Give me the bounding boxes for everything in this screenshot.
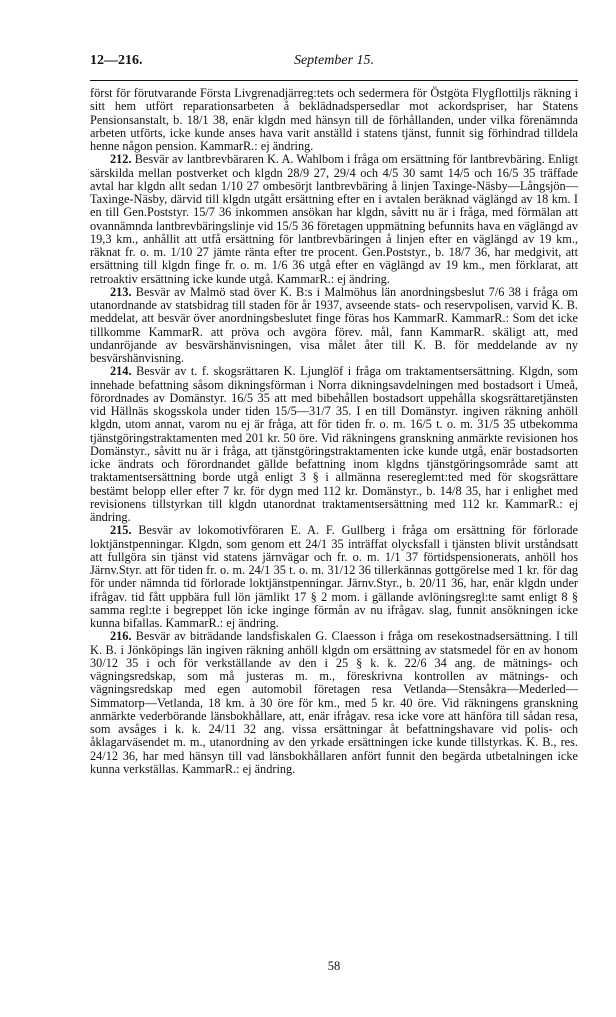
running-date: September 15. xyxy=(293,53,375,68)
entry-213 xyxy=(90,286,578,366)
entry-text: Besvär av Malmö stad över K. B:s i Malmöhus län anordningsbeslut 7/6 38 i fråga om utanordnande av statsbidrag till staden för år 1937, avseende stats- och reservpolisen, varvid K. B. meddelat, att besvär över anordningsbeslutet finge föras hos KammarR. KammarR.: Som det icke tillkomme KammarR. att pröva och avgöra förev. mål, fann KammarR. skäligt att, med undanröjande av besvärshänvisningen, visa målet åter till K. B. för meddelande av ny besvärshänvisning. xyxy=(90,284,578,365)
entry-number: 212. xyxy=(110,152,132,167)
entry-text: Besvär av t. f. skogsrättaren K. Ljunglöf i fråga om traktamentsersättning. Klgdn, som innehade befattning såsom dikningsförman i Norra dikningsavdelningen med bostadsort i Umeå, förordnades av Domänstyr. 16/5 35 att med bibehållen bostadsort uppehålla skogsrättaretjänsten vid Hällnäs skogsskola under tiden 15/5—31/7 35. I en till Domänstyr. ingiven räkning anhöll klgdn, utom annat, varom nu ej är fråga, att för tiden fr. o. m. 16/5 t. o. m. 31/5 35 utbekomma tjänstgöringstraktamenten med 201 kr. 50 öre. Vid räkningens granskning anmärkte revisionen hos Domänstyr., såvitt nu är i fråga, att tjänstgöringstraktamenten icke kunde utgå, enär bostadsorten icke ändrats och förordnandet gällde befattning inom klgdns tjänstgöringsområde samt att traktamentsersättning borde utgå enligt 3 § i allmänna resereglemt:ted med för skogsrättare bestämt belopp eller efter 7 kr. för dygn med 112 kr. Domänstyr., b. 14/8 35, har i enlighet med revisionens tillstyrkan till klgdn utanordnat traktamentsersättning med 112 kr. KammarR.: ej ändring. xyxy=(90,364,578,524)
entry-text: Besvär av biträdande landsfiskalen G. Claesson i fråga om resekostnadsersättning. I till K. B. i Jönköpings län ingiven räkning anhöll klgdn om ersättning av statsmedel för en av honom 30/12 35 i och för verkställande av den i 25 § k. k. 22/6 34 ang. de mätnings- och vägningsredskap, som må justeras m. m., föreskrivna kontrollen av mätnings- och vägningsredskap med egen automobil företagen resa Vetlanda—Stensåkra—Mederled—Simmatorp—Vetlanda, 18 km. à 30 öre för km., med 5 kr. 40 öre. Vid räkningens granskning anmärkte vederbörande länsbokhållare, att, enär ifrågav. resa icke vore att hänföra till sådan resa, som avsåges i k. k. 24/11 32 ang. vissa ersättningar åt befattningshavare vid polis- och åklagarväsendet m. m., utanordning av den yrkade ersättningen icke kunde tillstyrkas. K. B., res. 24/12 36, har med hänsyn till vad länsbokhållaren anfört funnit den begärda utbetalningen icke kunna verkställas. KammarR.: ej ändring. xyxy=(90,629,578,776)
entry-214 xyxy=(90,365,578,524)
entry-212 xyxy=(90,153,578,286)
entry-number: 213. xyxy=(110,284,132,299)
entry-number: 214. xyxy=(110,364,132,379)
entry-215 xyxy=(90,524,578,630)
entry-text: Besvär av lokomotivföraren E. A. F. Gullberg i fråga om ersättning för förlorade loktjänstpenningar. Klgdn, som genom ett 24/1 35 inträffat olycksfall i tjänsten blivit urståndsatt att fullgöra sin tjänst vid statens järnvägar och fr. o. m. 1/1 37 förtidspensionerats, anhöll hos Järnv.Styr. att för tiden fr. o. m. 24/1 35 t. o. m. 31/12 36 tillerkännas gottgörelse med 1 kr. för dag för under nämnda tid förlorade loktjänstpenningar. Järnv.Styr., b. 20/11 36, har, enär klgdn under ifrågav. tid fått uppbära full lön jämlikt 17 § 2 mom. i gällande avlöningsregl:te samt enligt 8 § samma regl:te i begreppet lön icke inginge förmån av nu ifrågav. slag, funnit ansökningen icke kunna bifallas. KammarR.: ej ändring. xyxy=(90,523,578,630)
header-rule xyxy=(90,80,578,81)
entry-number: 215. xyxy=(110,523,132,538)
page-number: 58 xyxy=(327,959,341,973)
entry-number: 216. xyxy=(110,629,132,644)
entry-text: Besvär av lantbrevbäraren K. A. Wahlbom i fråga om ersättning för lantbrevbäring. Enligt särskilda mellan postverket och klgdn 28/9 27, 29/4 och 4/5 30 samt 14/5 och 16/5 35 träffade avtal har klgdn allt sedan 1/10 27 ombesörjt lantbrevbäring å linjen Taxinge-Näsby—Långsjön—Taxinge-Näsby, därvid till klgdn utgått ersättning efter en i avtalen beräknad väglängd av 18 km. I en till Gen.Poststyr. 15/7 36 inkommen ansökan har klgdn, såvitt nu är i fråga, med förmälan att ovannämnda lantbrevbäringslinje vid 15/5 36 företagen uppmätning befunnits hava en väglängd av 19,3 km., anhållit att utfå ersättning för lantbrevbäringen å linjen efter en väglängd av 19 km., räknat fr. o. m. 1/10 27 jämte ränta efter tre procent. Gen.Poststyr., b. 18/7 36, har medgivit, att ersättning till klgdn finge fr. o. m. 1/6 36 utgå efter en väglängd av 19 km., men förklarat, att retroaktiv ersättning icke kunde utgå. KammarR.: ej ändring. xyxy=(90,152,578,286)
paragraph-continuation: först för förutvarande Första Livgrenadjärreg:tets och sedermera för Östgöta Flygflottiljs räkning i sitt hem utfört reparationsarbeten å beklädnadspersedlar mot ackordspriser, har Statens Pensionsanstalt, b. 18/1 38, enär klgdn med hänsyn till de förhållanden, under vilka förenämnda arbeten utförts, icke kunde anses hava varit anställd i statens tjänst, funnit sig förhindrad tilldela henne någon pension. KammarR.: ej ändring. xyxy=(90,86,578,153)
running-header xyxy=(90,54,578,76)
section-range: 12—216. xyxy=(90,53,143,68)
body-text xyxy=(90,87,578,776)
document-page xyxy=(90,53,578,973)
entry-216 xyxy=(90,630,578,776)
